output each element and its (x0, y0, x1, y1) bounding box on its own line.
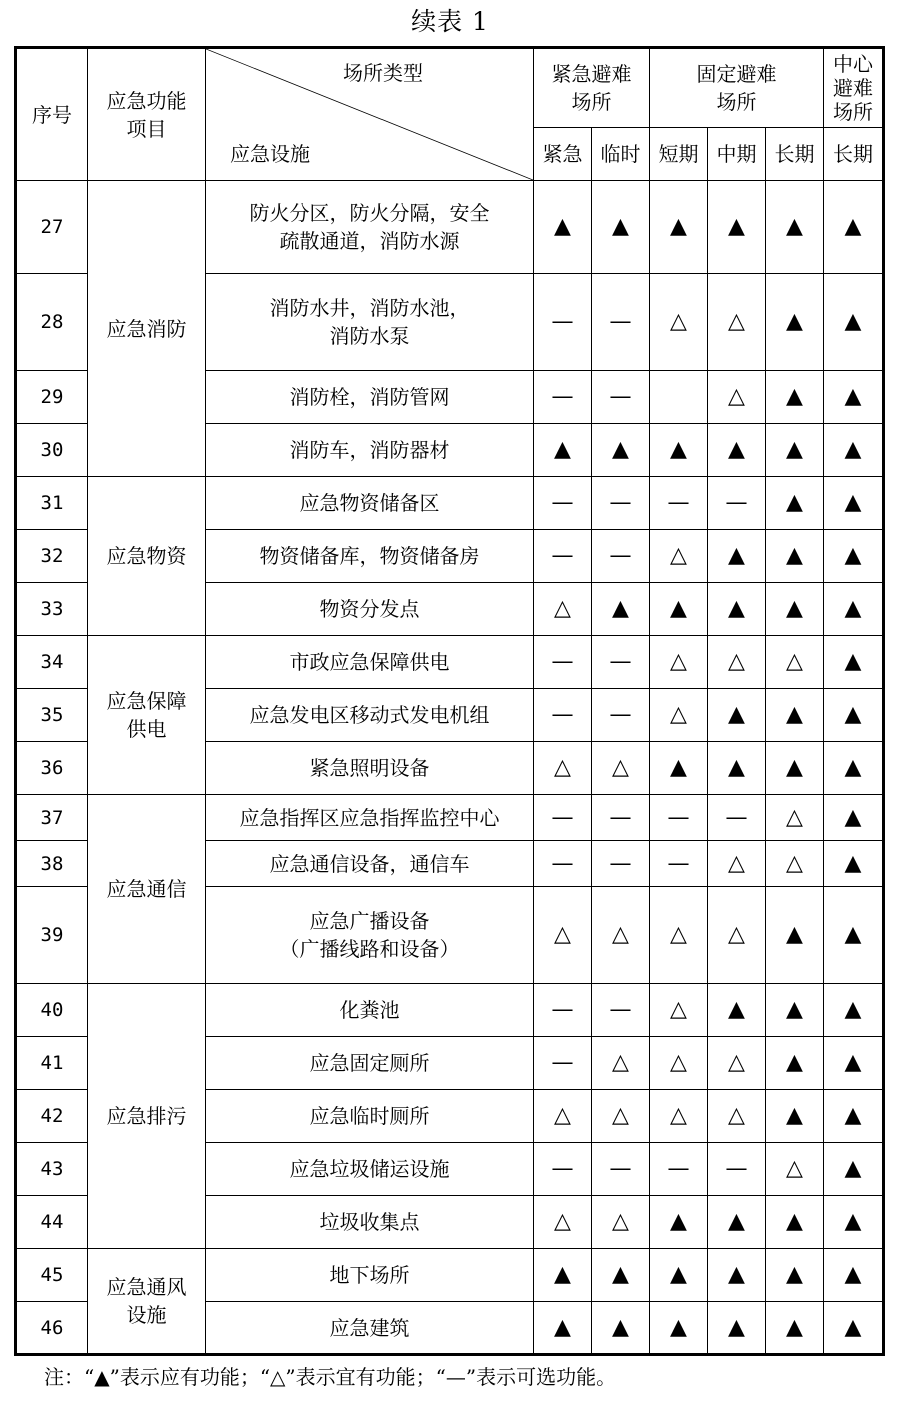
requirement-mark: — (534, 477, 592, 530)
header-sub-short: 短期 (650, 128, 708, 181)
facility-name: 应急发电区移动式发电机组 (249, 703, 490, 727)
facility-name: 应急广播设备 （广播线路和设备） (279, 909, 460, 961)
table-row (16, 1249, 884, 1302)
requirement-mark: ▲ (650, 181, 708, 274)
facility-cell (206, 1196, 534, 1249)
requirement-mark: — (592, 274, 650, 371)
requirement-mark: — (534, 371, 592, 424)
facility-cell (206, 1090, 534, 1143)
requirement-mark: ▲ (708, 689, 766, 742)
requirement-mark: ▲ (592, 181, 650, 274)
requirement-mark: ▲ (708, 742, 766, 795)
requirement-mark (650, 371, 708, 424)
row-number: 38 (16, 841, 88, 887)
requirement-mark: ▲ (824, 1037, 884, 1090)
row-number: 43 (16, 1143, 88, 1196)
facility-name: 地下场所 (329, 1263, 410, 1287)
requirement-mark: ▲ (824, 795, 884, 841)
requirement-mark: △ (534, 1196, 592, 1249)
requirement-mark: — (534, 1143, 592, 1196)
row-number: 34 (16, 636, 88, 689)
row-number: 35 (16, 689, 88, 742)
requirement-mark: ▲ (592, 424, 650, 477)
header-seq-text: 序号 (32, 102, 72, 127)
requirement-mark: — (534, 841, 592, 887)
requirement-mark: ▲ (534, 424, 592, 477)
requirement-mark: ▲ (650, 742, 708, 795)
requirement-mark: △ (650, 636, 708, 689)
header-sub-medium: 中期 (708, 128, 766, 181)
requirement-mark: △ (708, 841, 766, 887)
facility-cell (206, 984, 534, 1037)
facility-name: 应急建筑 (329, 1315, 410, 1340)
requirement-mark: ▲ (592, 1302, 650, 1355)
facility-name: 市政应急保障供电 (289, 650, 450, 674)
function-category (88, 181, 206, 477)
row-number: 39 (16, 887, 88, 984)
requirement-mark: ▲ (824, 181, 884, 274)
requirement-mark: △ (766, 795, 824, 841)
table-row (16, 477, 884, 530)
facility-name: 消防车，消防器材 (289, 438, 450, 462)
requirement-mark: ▲ (824, 1302, 884, 1355)
facility-cell (206, 274, 534, 371)
row-number: 30 (16, 424, 88, 477)
row-number: 28 (16, 274, 88, 371)
requirement-mark: — (534, 795, 592, 841)
table-title: 续表 1 (411, 7, 489, 36)
function-category (88, 984, 206, 1249)
requirement-mark: ▲ (766, 424, 824, 477)
facility-cell (206, 841, 534, 887)
requirement-mark: — (592, 984, 650, 1037)
function-category (88, 795, 206, 984)
requirement-mark: — (708, 795, 766, 841)
facility-name: 应急指挥区应急指挥监控中心 (239, 805, 500, 830)
requirement-mark: ▲ (766, 1196, 824, 1249)
requirement-mark: — (534, 1037, 592, 1090)
requirement-mark: — (650, 477, 708, 530)
requirement-mark: ▲ (824, 1143, 884, 1196)
requirement-mark: △ (708, 274, 766, 371)
row-number: 37 (16, 795, 88, 841)
requirement-mark: ▲ (592, 583, 650, 636)
requirement-mark: — (650, 795, 708, 841)
function-category-text: 应急通信 (106, 877, 187, 901)
header-group-fixed (650, 48, 824, 128)
requirement-mark: ▲ (708, 583, 766, 636)
row-number: 33 (16, 583, 88, 636)
requirement-mark: ▲ (766, 181, 824, 274)
function-category-text: 应急消防 (106, 316, 187, 341)
row-number: 44 (16, 1196, 88, 1249)
requirement-mark: ▲ (650, 1302, 708, 1355)
requirement-mark: △ (592, 1037, 650, 1090)
requirement-mark: ▲ (824, 530, 884, 583)
header-func-text: 应急功能 项目 (106, 88, 187, 141)
requirement-mark: ▲ (824, 1090, 884, 1143)
requirement-mark: ▲ (766, 1302, 824, 1355)
requirement-mark: — (708, 477, 766, 530)
requirement-mark: ▲ (766, 887, 824, 984)
requirement-mark: △ (534, 887, 592, 984)
requirement-mark: ▲ (766, 742, 824, 795)
facility-cell (206, 1143, 534, 1196)
requirement-mark: — (592, 795, 650, 841)
facility-cell (206, 1302, 534, 1355)
function-category-text: 应急保障 供电 (106, 689, 187, 741)
header-facility: 应急设施 (230, 142, 310, 166)
requirement-mark: ▲ (708, 181, 766, 274)
facility-name: 物资储备库，物资储备房 (259, 544, 480, 568)
table-body (16, 181, 884, 1355)
row-number: 27 (16, 181, 88, 274)
header-diagonal (206, 48, 534, 181)
requirement-mark: ▲ (766, 984, 824, 1037)
requirement-mark: — (592, 530, 650, 583)
header-group-emergency (534, 48, 650, 128)
header-sub-urgent: 紧急 (534, 128, 592, 181)
header-sub-long: 长期 (766, 128, 824, 181)
requirement-mark: ▲ (824, 274, 884, 371)
row-number: 46 (16, 1302, 88, 1355)
facility-cell (206, 477, 534, 530)
requirement-mark: ▲ (534, 181, 592, 274)
requirement-mark: △ (650, 1037, 708, 1090)
requirement-mark: ▲ (766, 1037, 824, 1090)
facility-cell (206, 887, 534, 984)
requirement-mark: △ (592, 887, 650, 984)
requirement-mark: △ (592, 742, 650, 795)
requirement-mark: — (708, 1143, 766, 1196)
requirement-mark: ▲ (766, 477, 824, 530)
function-category-text: 应急排污 (106, 1104, 187, 1128)
header-seq (16, 48, 88, 181)
requirement-mark: △ (534, 1090, 592, 1143)
row-number: 41 (16, 1037, 88, 1090)
requirement-mark: — (534, 530, 592, 583)
requirement-mark: — (534, 984, 592, 1037)
requirement-mark: ▲ (824, 424, 884, 477)
facility-name: 应急固定厕所 (309, 1051, 430, 1075)
requirement-mark: ▲ (766, 371, 824, 424)
requirement-mark: ▲ (824, 887, 884, 984)
facility-name: 紧急照明设备 (309, 756, 430, 780)
requirement-mark: △ (650, 887, 708, 984)
requirement-mark: △ (766, 841, 824, 887)
requirement-mark: △ (650, 689, 708, 742)
requirement-mark: △ (766, 636, 824, 689)
requirement-mark: ▲ (824, 841, 884, 887)
requirement-mark: ▲ (650, 1196, 708, 1249)
requirement-mark: △ (708, 371, 766, 424)
requirement-mark: ▲ (824, 636, 884, 689)
requirement-mark: ▲ (824, 1249, 884, 1302)
requirement-mark: △ (708, 1090, 766, 1143)
requirement-mark: — (650, 1143, 708, 1196)
requirement-mark: △ (592, 1090, 650, 1143)
requirement-mark: — (534, 636, 592, 689)
function-category-text: 应急物资 (106, 544, 187, 568)
requirement-mark: △ (708, 636, 766, 689)
header-group-fixed-text: 固定避难 场所 (696, 62, 777, 114)
requirement-mark: △ (534, 583, 592, 636)
facility-name: 消防水井，消防水池， 消防水泵 (269, 296, 470, 348)
function-category-text: 应急通风 设施 (106, 1275, 187, 1327)
facility-name: 垃圾收集点 (319, 1210, 420, 1234)
header-sub-temporary: 临时 (592, 128, 650, 181)
requirement-mark: ▲ (766, 530, 824, 583)
facility-cell (206, 742, 534, 795)
requirement-mark: △ (766, 1143, 824, 1196)
row-number: 31 (16, 477, 88, 530)
requirement-mark: ▲ (824, 477, 884, 530)
requirement-mark: ▲ (650, 583, 708, 636)
function-category (88, 1249, 206, 1355)
requirement-mark: ▲ (534, 1302, 592, 1355)
requirement-mark: ▲ (534, 1249, 592, 1302)
requirement-mark: ▲ (766, 1090, 824, 1143)
facility-name: 应急垃圾储运设施 (289, 1157, 450, 1181)
requirement-mark: △ (708, 887, 766, 984)
requirement-mark: — (592, 477, 650, 530)
header-func (88, 48, 206, 181)
requirement-mark: ▲ (708, 1249, 766, 1302)
facility-cell (206, 1249, 534, 1302)
table-row (16, 181, 884, 274)
header-group-emergency-text: 紧急避难 场所 (551, 62, 632, 114)
requirement-mark: ▲ (766, 583, 824, 636)
requirement-mark: ▲ (824, 583, 884, 636)
row-number: 36 (16, 742, 88, 795)
requirement-mark: ▲ (592, 1249, 650, 1302)
row-number: 45 (16, 1249, 88, 1302)
requirement-mark: △ (650, 274, 708, 371)
requirement-mark: ▲ (708, 530, 766, 583)
table-row (16, 984, 884, 1037)
requirement-mark: ▲ (766, 274, 824, 371)
facility-name: 应急临时厕所 (309, 1104, 430, 1128)
facility-cell (206, 424, 534, 477)
facility-name: 应急物资储备区 (299, 491, 440, 515)
facility-name: 防火分区，防火分隔，安全 疏散通道，消防水源 (249, 201, 490, 253)
facility-cell (206, 181, 534, 274)
facility-cell (206, 795, 534, 841)
requirement-mark: — (592, 689, 650, 742)
facility-name: 应急通信设备，通信车 (269, 851, 470, 876)
header-group-center (824, 48, 884, 128)
facility-cell (206, 636, 534, 689)
requirement-mark: ▲ (766, 689, 824, 742)
facility-cell (206, 689, 534, 742)
requirement-mark: ▲ (824, 984, 884, 1037)
requirement-mark: — (592, 371, 650, 424)
facility-name: 物资分发点 (319, 597, 420, 621)
requirement-mark: △ (650, 1090, 708, 1143)
row-number: 42 (16, 1090, 88, 1143)
table-note: 注：“▲”表示应有功能；“△”表示宜有功能；“—”表示可选功能。 (44, 1365, 617, 1389)
facility-cell (206, 371, 534, 424)
requirement-mark: △ (708, 1037, 766, 1090)
requirement-mark: △ (592, 1196, 650, 1249)
row-number: 40 (16, 984, 88, 1037)
header-site-type: 场所类型 (343, 61, 423, 85)
requirement-mark: ▲ (708, 424, 766, 477)
facility-cell (206, 583, 534, 636)
function-category (88, 636, 206, 795)
requirement-mark: ▲ (708, 984, 766, 1037)
requirement-mark: △ (650, 530, 708, 583)
facility-cell (206, 1037, 534, 1090)
requirement-mark: △ (650, 984, 708, 1037)
table-row (16, 636, 884, 689)
requirement-mark: — (534, 689, 592, 742)
header-sub-center-long: 长期 (824, 128, 884, 181)
requirement-mark: ▲ (824, 371, 884, 424)
requirement-mark: ▲ (708, 1302, 766, 1355)
requirement-mark: ▲ (824, 742, 884, 795)
function-category (88, 477, 206, 636)
facility-table (14, 46, 885, 1356)
requirement-mark: ▲ (766, 1249, 824, 1302)
requirement-mark: ▲ (650, 1249, 708, 1302)
facility-name: 化粪池 (339, 998, 400, 1022)
requirement-mark: — (592, 636, 650, 689)
requirement-mark: ▲ (708, 1196, 766, 1249)
requirement-mark: △ (534, 742, 592, 795)
requirement-mark: — (534, 274, 592, 371)
requirement-mark: ▲ (650, 424, 708, 477)
header-group-center-text: 中心 避难 场所 (833, 52, 873, 124)
requirement-mark: — (592, 841, 650, 887)
row-number: 32 (16, 530, 88, 583)
requirement-mark: — (650, 841, 708, 887)
facility-cell (206, 530, 534, 583)
facility-name: 消防栓，消防管网 (289, 385, 450, 409)
requirement-mark: — (592, 1143, 650, 1196)
requirement-mark: ▲ (824, 1196, 884, 1249)
requirement-mark: ▲ (824, 689, 884, 742)
table-row (16, 795, 884, 841)
row-number: 29 (16, 371, 88, 424)
